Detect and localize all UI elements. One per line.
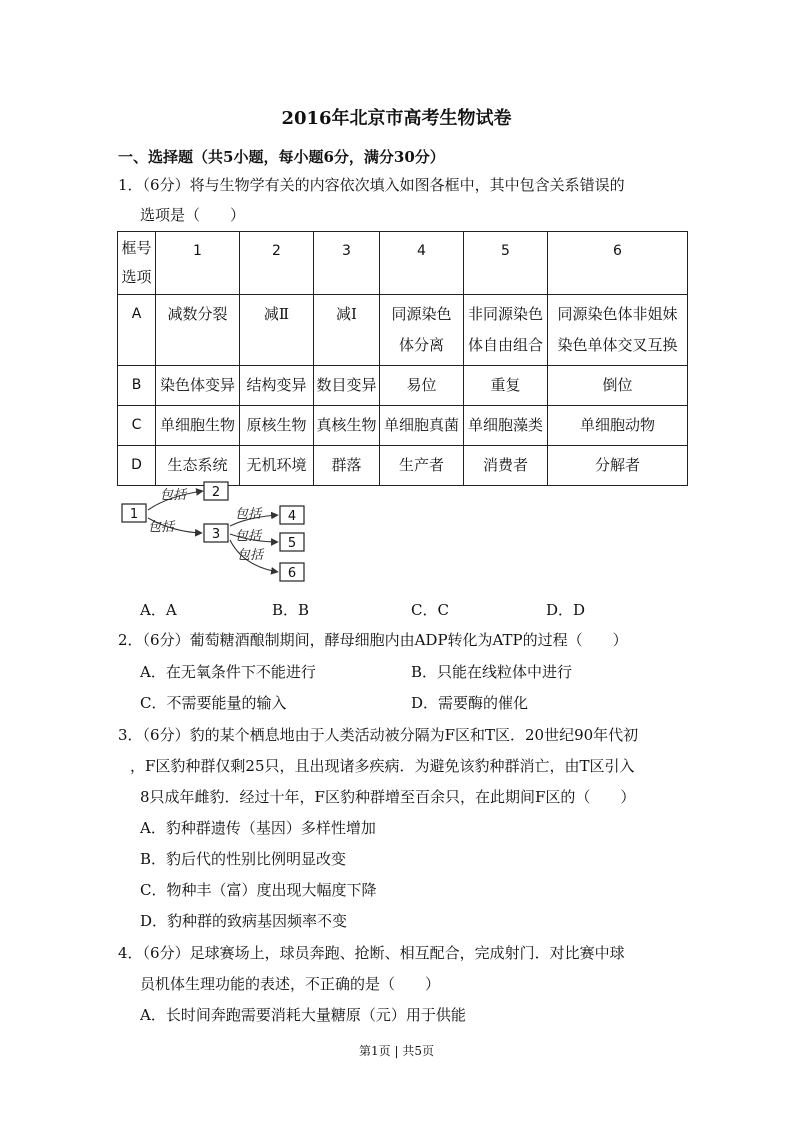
- inclusion-diagram: [118, 476, 318, 586]
- q4-choice-a: A．长时间奔跑需要消耗大量糖原（元）用于供能: [140, 1006, 466, 1024]
- table-cell: 分解者: [548, 446, 688, 486]
- table-cell: 单细胞生物: [156, 406, 240, 446]
- header-col-5: 5: [464, 232, 548, 295]
- q1-stem-line2: 选项是（ ）: [140, 206, 246, 224]
- table-cell: 倒位: [548, 366, 688, 406]
- row-option: B: [118, 366, 156, 406]
- cell-line: 同源染色: [391, 305, 452, 323]
- table-cell: [380, 295, 464, 366]
- diagram-box-4-label: 4: [287, 509, 297, 524]
- cell-line: 体自由组合: [467, 336, 543, 354]
- q3-choice-d: D．豹种群的致病基因频率不变: [140, 912, 348, 930]
- q3-stem-line1: 3．（6分）豹的某个栖息地由于人类活动被分隔为F区和T区．20世纪90年代初: [118, 726, 639, 744]
- table-cell: 无机环境: [240, 446, 314, 486]
- q2-choice-b: B．只能在线粒体中进行: [411, 663, 573, 681]
- q2-choice-c: C．不需要能量的输入: [140, 694, 287, 712]
- diagram-box-3-label: 3: [211, 527, 221, 542]
- table-cell: 减Ⅰ: [314, 295, 380, 366]
- arrow-label: 包括: [235, 507, 262, 522]
- table-row: [118, 295, 688, 366]
- table-cell: 重复: [464, 366, 548, 406]
- table-cell: 单细胞动物: [548, 406, 688, 446]
- q2-stem: 2．（6分）葡萄糖酒酿制期间，酵母细胞内由ADP转化为ATP的过程（ ）: [118, 631, 628, 649]
- q4-stem-line2: 员机体生理功能的表述，不正确的是（ ）: [140, 975, 441, 993]
- row-option: D: [118, 446, 156, 486]
- q1-choice-b: B．B: [272, 601, 310, 619]
- diagram-box-5-label: 5: [287, 536, 297, 551]
- table-cell: 真核生物: [314, 406, 380, 446]
- row-option: C: [118, 406, 156, 446]
- arrow-label: 包括: [148, 520, 175, 535]
- row-option: A: [118, 295, 156, 366]
- q1-stem-line1: 1．（6分）将与生物学有关的内容依次填入如图各框中，其中包含关系错误的: [118, 176, 625, 194]
- q1-choice-d: D．D: [546, 601, 586, 619]
- table-row: [118, 366, 688, 406]
- table-cell: [464, 295, 548, 366]
- diagram-box-2-label: 2: [211, 485, 221, 500]
- header-col-3: 3: [314, 232, 380, 295]
- table-header-label: [118, 232, 156, 295]
- q3-stem-line3: 8只成年雌豹．经过十年，F区豹种群增至百余只，在此期间F区的（ ）: [140, 788, 636, 806]
- q1-options-table: [117, 231, 688, 486]
- table-cell: 生产者: [380, 446, 464, 486]
- page-footer: 第1页 | 共5页: [359, 1044, 434, 1058]
- q4-stem-line1: 4．（6分）足球赛场上，球员奔跑、抢断、相互配合，完成射门．对比赛中球: [118, 944, 625, 962]
- table-header-row: [118, 232, 688, 295]
- arrow-label: 包括: [237, 548, 264, 563]
- page-title: 2016年北京市高考生物试卷: [281, 108, 512, 129]
- header-col-1: 1: [156, 232, 240, 295]
- table-cell: 单细胞藻类: [464, 406, 548, 446]
- table-cell: 结构变异: [240, 366, 314, 406]
- header-col-2: 2: [240, 232, 314, 295]
- header-col-6: 6: [548, 232, 688, 295]
- table-cell: 数目变异: [314, 366, 380, 406]
- diagram-box-1-label: 1: [129, 507, 139, 522]
- table-row: [118, 406, 688, 446]
- diagram-box-6-label: 6: [287, 566, 297, 581]
- q1-choice-a: A．A: [140, 601, 177, 619]
- cell-line: 染色单体交叉互换: [557, 336, 678, 354]
- q3-choice-c: C．物种丰（富）度出现大幅度下降: [140, 881, 377, 899]
- cell-line: 体分离: [398, 336, 444, 354]
- table-cell: 群落: [314, 446, 380, 486]
- q3-choice-a: A．豹种群遗传（基因）多样性增加: [140, 819, 376, 837]
- q2-choice-d: D．需要酶的催化: [411, 694, 529, 712]
- table-cell: [548, 295, 688, 366]
- header-label-bottom: 选项: [121, 268, 152, 286]
- section-heading: 一、选择题（共5小题，每小题6分，满分30分）: [118, 148, 445, 166]
- arrow-label: 包括: [235, 529, 262, 544]
- q3-stem-line2: ，F区豹种群仅剩25只，且出现诸多疾病．为避免该豹种群消亡，由T区引入: [130, 757, 635, 775]
- table-cell: 易位: [380, 366, 464, 406]
- q2-choice-a: A．在无氧条件下不能进行: [140, 663, 316, 681]
- q3-choice-b: B．豹后代的性别比例明显改变: [140, 850, 347, 868]
- header-label-top: 框号: [121, 239, 152, 257]
- table-cell: 减Ⅱ: [240, 295, 314, 366]
- q1-choice-c: C．C: [411, 601, 449, 619]
- arrow-label: 包括: [160, 488, 187, 503]
- header-col-4: 4: [380, 232, 464, 295]
- table-cell: 原核生物: [240, 406, 314, 446]
- table-cell: 染色体变异: [156, 366, 240, 406]
- table-cell: 生态系统: [156, 446, 240, 486]
- table-cell: 单细胞真菌: [380, 406, 464, 446]
- table-cell: 减数分裂: [156, 295, 240, 366]
- cell-line: 同源染色体非姐妹: [557, 305, 678, 323]
- table-cell: 消费者: [464, 446, 548, 486]
- cell-line: 非同源染色: [467, 305, 543, 323]
